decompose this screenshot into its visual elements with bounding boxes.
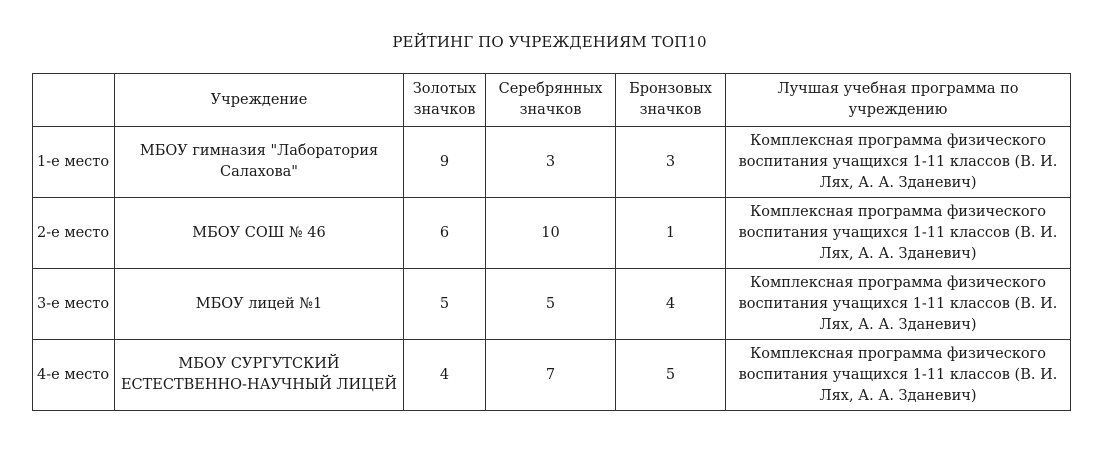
cell-place: 3-е место: [33, 269, 115, 340]
header-bronze: Бронзовых значков: [616, 74, 726, 127]
cell-program: Комплексная программа физического воспитания учащихся 1-11 классов (В. И. Лях, А. А. Зданевич): [726, 340, 1071, 411]
header-place: [33, 74, 115, 127]
cell-place: 1-е место: [33, 127, 115, 198]
table-row: [33, 198, 1071, 269]
table-row: [33, 269, 1071, 340]
cell-bronze: 5: [616, 340, 726, 411]
header-silver: Серебрянных значков: [486, 74, 616, 127]
page-title: РЕЙТИНГ ПО УЧРЕЖДЕНИЯМ ТОП10: [392, 33, 707, 51]
cell-gold: 4: [404, 340, 486, 411]
table-header-row: [33, 74, 1071, 127]
cell-bronze: 1: [616, 198, 726, 269]
table-row: [33, 340, 1071, 411]
cell-gold: 9: [404, 127, 486, 198]
cell-silver: 10: [486, 198, 616, 269]
cell-gold: 5: [404, 269, 486, 340]
cell-program: Комплексная программа физического воспитания учащихся 1-11 классов (В. И. Лях, А. А. Зданевич): [726, 198, 1071, 269]
cell-place: 4-е место: [33, 340, 115, 411]
cell-institution: МБОУ гимназия "Лаборатория Салахова": [115, 127, 404, 198]
header-gold: Золотых значков: [404, 74, 486, 127]
cell-program: Комплексная программа физического воспитания учащихся 1-11 классов (В. И. Лях, А. А. Зданевич): [726, 127, 1071, 198]
cell-silver: 7: [486, 340, 616, 411]
header-program: Лучшая учебная программа по учреждению: [726, 74, 1071, 127]
cell-silver: 3: [486, 127, 616, 198]
cell-bronze: 4: [616, 269, 726, 340]
cell-gold: 6: [404, 198, 486, 269]
cell-silver: 5: [486, 269, 616, 340]
rating-table: [32, 73, 1071, 411]
cell-place: 2-е место: [33, 198, 115, 269]
cell-bronze: 3: [616, 127, 726, 198]
cell-program: Комплексная программа физического воспитания учащихся 1-11 классов (В. И. Лях, А. А. Зданевич): [726, 269, 1071, 340]
cell-institution: МБОУ лицей №1: [115, 269, 404, 340]
header-institution: Учреждение: [115, 74, 404, 127]
table-row: [33, 127, 1071, 198]
cell-institution: МБОУ СОШ № 46: [115, 198, 404, 269]
cell-institution: МБОУ СУРГУТСКИЙ ЕСТЕСТВЕННО-НАУЧНЫЙ ЛИЦЕЙ: [115, 340, 404, 411]
